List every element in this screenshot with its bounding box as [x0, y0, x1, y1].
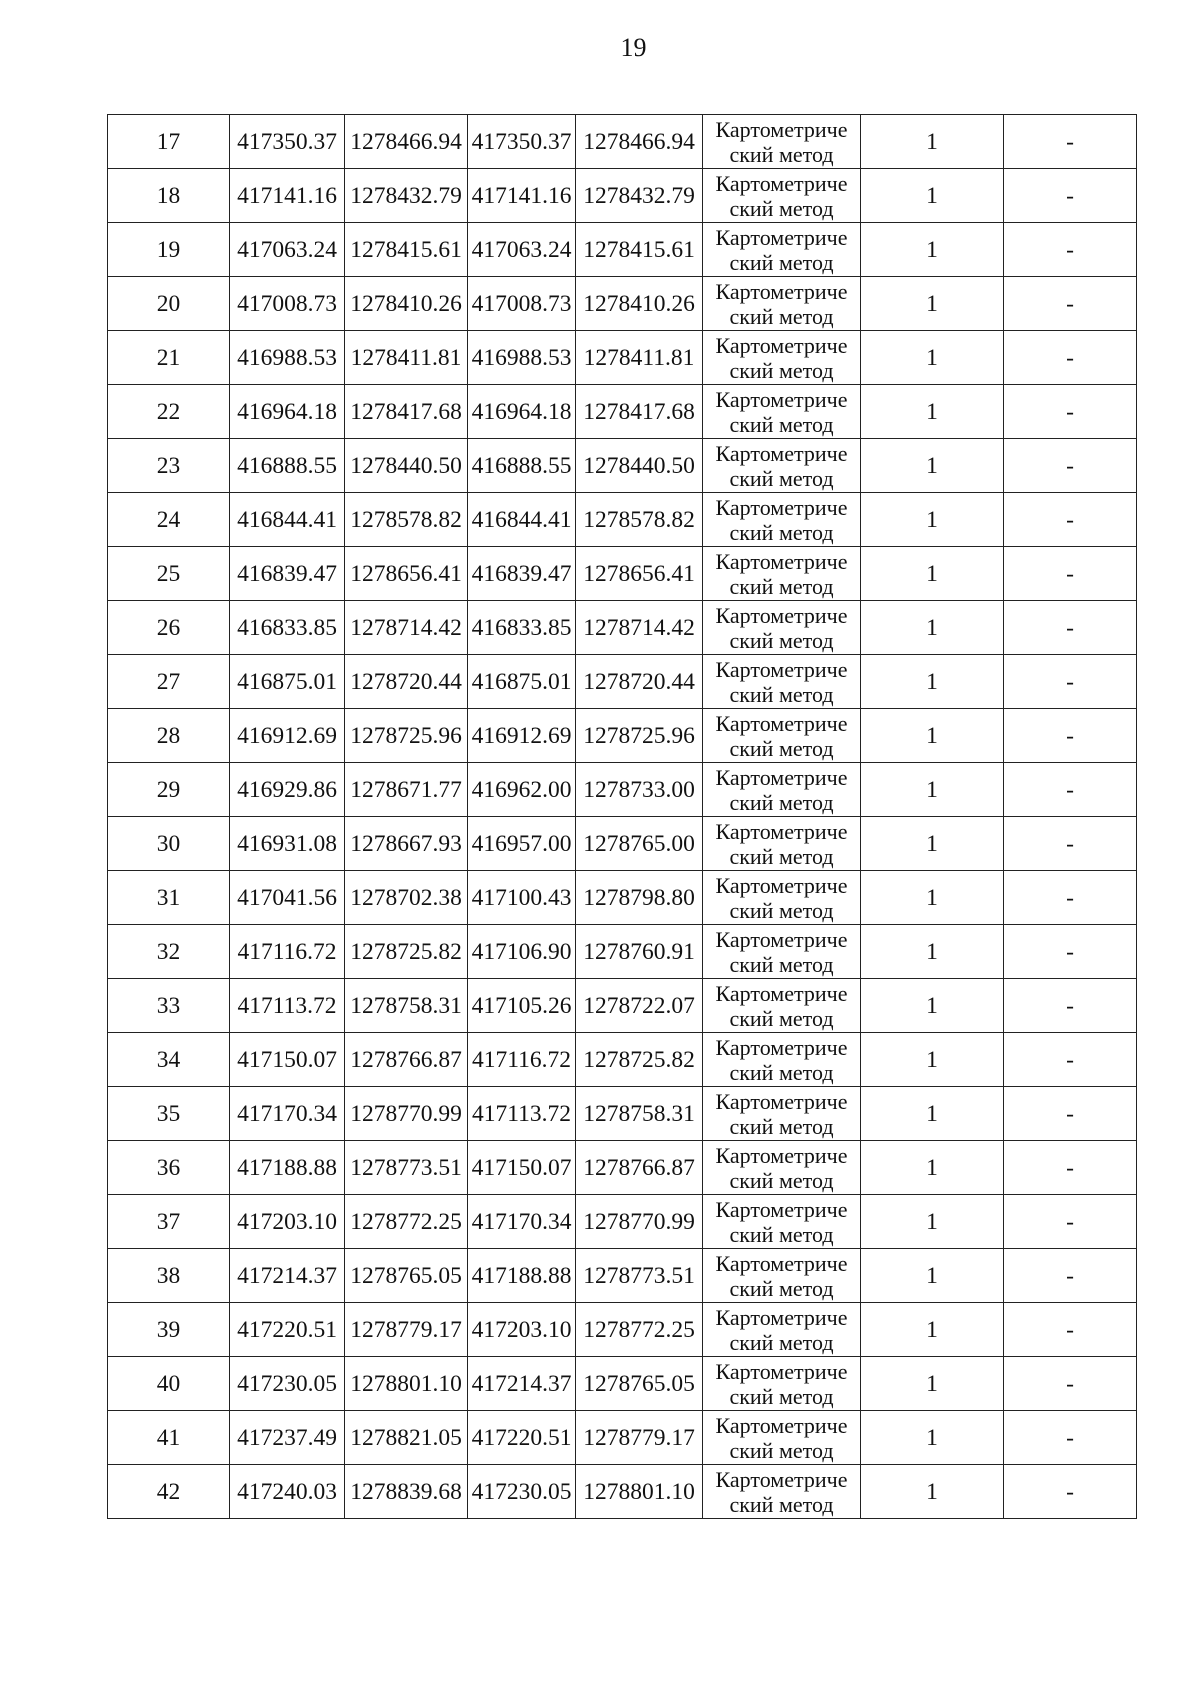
y-coord-refined-cell: 1278760.91	[576, 925, 703, 979]
y-coord-refined-cell: 1278758.31	[576, 1087, 703, 1141]
x-coord-existing-cell: 417230.05	[230, 1357, 345, 1411]
table-row	[108, 979, 1137, 1033]
y-coord-existing-cell: 1278578.82	[345, 493, 468, 547]
table-row	[108, 223, 1137, 277]
x-coord-existing-cell: 417008.73	[230, 277, 345, 331]
x-coord-refined-cell: 417350.37	[468, 115, 576, 169]
point-number-cell: 21	[108, 331, 230, 385]
x-coord-refined-cell: 416844.41	[468, 493, 576, 547]
note-cell: -	[1004, 277, 1137, 331]
y-coord-refined-cell: 1278801.10	[576, 1465, 703, 1519]
point-number-cell: 25	[108, 547, 230, 601]
y-coord-refined-cell: 1278714.42	[576, 601, 703, 655]
table-row	[108, 601, 1137, 655]
table-row	[108, 385, 1137, 439]
method-cell	[703, 871, 861, 925]
table-row	[108, 1033, 1137, 1087]
note-cell: -	[1004, 709, 1137, 763]
y-coord-existing-cell: 1278821.05	[345, 1411, 468, 1465]
method-cell	[703, 385, 861, 439]
note-cell: -	[1004, 493, 1137, 547]
x-coord-existing-cell: 417188.88	[230, 1141, 345, 1195]
point-number-cell: 34	[108, 1033, 230, 1087]
accuracy-cell: 1	[861, 385, 1004, 439]
y-coord-refined-cell: 1278656.41	[576, 547, 703, 601]
table-row	[108, 115, 1137, 169]
note-cell: -	[1004, 223, 1137, 277]
accuracy-cell: 1	[861, 925, 1004, 979]
note-cell: -	[1004, 1195, 1137, 1249]
accuracy-cell: 1	[861, 1411, 1004, 1465]
x-coord-existing-cell: 416929.86	[230, 763, 345, 817]
accuracy-cell: 1	[861, 1465, 1004, 1519]
note-cell: -	[1004, 547, 1137, 601]
method-cell	[703, 1411, 861, 1465]
point-number-cell: 40	[108, 1357, 230, 1411]
note-cell: -	[1004, 1249, 1137, 1303]
x-coord-refined-cell: 417141.16	[468, 169, 576, 223]
method-text-line-2: ский метод	[729, 465, 834, 491]
accuracy-cell: 1	[861, 601, 1004, 655]
table-row	[108, 1465, 1137, 1519]
y-coord-existing-cell: 1278725.96	[345, 709, 468, 763]
y-coord-refined-cell: 1278578.82	[576, 493, 703, 547]
x-coord-existing-cell: 417220.51	[230, 1303, 345, 1357]
x-coord-refined-cell: 417008.73	[468, 277, 576, 331]
point-number-cell: 23	[108, 439, 230, 493]
table-row	[108, 1249, 1137, 1303]
note-cell: -	[1004, 1465, 1137, 1519]
y-coord-existing-cell: 1278417.68	[345, 385, 468, 439]
method-text-line-2: ский метод	[729, 195, 834, 221]
x-coord-existing-cell: 416833.85	[230, 601, 345, 655]
method-text-line-1: Картометриче	[715, 386, 848, 412]
note-cell: -	[1004, 1087, 1137, 1141]
point-number-cell: 26	[108, 601, 230, 655]
accuracy-cell: 1	[861, 655, 1004, 709]
accuracy-cell: 1	[861, 439, 1004, 493]
x-coord-existing-cell: 416931.08	[230, 817, 345, 871]
method-text-line-2: ский метод	[729, 357, 834, 383]
method-text-line-1: Картометриче	[715, 440, 848, 466]
y-coord-existing-cell: 1278765.05	[345, 1249, 468, 1303]
method-text-line-1: Картометриче	[715, 1142, 848, 1168]
x-coord-refined-cell: 417203.10	[468, 1303, 576, 1357]
accuracy-cell: 1	[861, 547, 1004, 601]
point-number-cell: 42	[108, 1465, 230, 1519]
x-coord-existing-cell: 416912.69	[230, 709, 345, 763]
x-coord-refined-cell: 417116.72	[468, 1033, 576, 1087]
method-text-line-1: Картометриче	[715, 1466, 848, 1492]
method-text-line-1: Картометриче	[715, 1358, 848, 1384]
table-row	[108, 709, 1137, 763]
table-row	[108, 763, 1137, 817]
method-cell	[703, 169, 861, 223]
x-coord-existing-cell: 416888.55	[230, 439, 345, 493]
y-coord-refined-cell: 1278725.82	[576, 1033, 703, 1087]
x-coord-existing-cell: 416839.47	[230, 547, 345, 601]
method-text-line-1: Картометриче	[715, 224, 848, 250]
x-coord-refined-cell: 416988.53	[468, 331, 576, 385]
method-cell	[703, 439, 861, 493]
method-cell	[703, 115, 861, 169]
x-coord-existing-cell: 417150.07	[230, 1033, 345, 1087]
y-coord-refined-cell: 1278725.96	[576, 709, 703, 763]
accuracy-cell: 1	[861, 493, 1004, 547]
x-coord-existing-cell: 417170.34	[230, 1087, 345, 1141]
x-coord-refined-cell: 417214.37	[468, 1357, 576, 1411]
method-cell	[703, 817, 861, 871]
table-row	[108, 1303, 1137, 1357]
x-coord-refined-cell: 416888.55	[468, 439, 576, 493]
x-coord-existing-cell: 417240.03	[230, 1465, 345, 1519]
y-coord-existing-cell: 1278801.10	[345, 1357, 468, 1411]
point-number-cell: 24	[108, 493, 230, 547]
x-coord-existing-cell: 416964.18	[230, 385, 345, 439]
y-coord-existing-cell: 1278839.68	[345, 1465, 468, 1519]
y-coord-existing-cell: 1278770.99	[345, 1087, 468, 1141]
method-text-line-1: Картометриче	[715, 656, 848, 682]
coordinates-table	[107, 114, 1137, 1519]
note-cell: -	[1004, 385, 1137, 439]
method-text-line-1: Картометриче	[715, 494, 848, 520]
method-text-line-1: Картометриче	[715, 872, 848, 898]
page-number: 19	[620, 33, 647, 62]
method-text-line-1: Картометриче	[715, 1088, 848, 1114]
accuracy-cell: 1	[861, 1033, 1004, 1087]
y-coord-refined-cell: 1278798.80	[576, 871, 703, 925]
method-text-line-1: Картометриче	[715, 116, 848, 142]
method-text-line-1: Картометриче	[715, 980, 848, 1006]
x-coord-existing-cell: 417203.10	[230, 1195, 345, 1249]
point-number-cell: 19	[108, 223, 230, 277]
table-row	[108, 817, 1137, 871]
x-coord-existing-cell: 417350.37	[230, 115, 345, 169]
method-cell	[703, 547, 861, 601]
accuracy-cell: 1	[861, 1141, 1004, 1195]
accuracy-cell: 1	[861, 223, 1004, 277]
x-coord-refined-cell: 417100.43	[468, 871, 576, 925]
method-cell	[703, 1249, 861, 1303]
point-number-cell: 29	[108, 763, 230, 817]
method-cell	[703, 925, 861, 979]
method-text-line-2: ский метод	[729, 627, 834, 653]
x-coord-refined-cell: 416962.00	[468, 763, 576, 817]
y-coord-existing-cell: 1278725.82	[345, 925, 468, 979]
x-coord-refined-cell: 417188.88	[468, 1249, 576, 1303]
method-text-line-2: ский метод	[729, 519, 834, 545]
point-number-cell: 31	[108, 871, 230, 925]
method-text-line-1: Картометриче	[715, 548, 848, 574]
accuracy-cell: 1	[861, 817, 1004, 871]
x-coord-refined-cell: 417220.51	[468, 1411, 576, 1465]
x-coord-existing-cell: 417063.24	[230, 223, 345, 277]
method-cell	[703, 1195, 861, 1249]
point-number-cell: 33	[108, 979, 230, 1033]
method-text-line-2: ский метод	[729, 1059, 834, 1085]
y-coord-existing-cell: 1278667.93	[345, 817, 468, 871]
y-coord-existing-cell: 1278410.26	[345, 277, 468, 331]
table-row	[108, 1195, 1137, 1249]
note-cell: -	[1004, 979, 1137, 1033]
point-number-cell: 35	[108, 1087, 230, 1141]
note-cell: -	[1004, 439, 1137, 493]
x-coord-existing-cell: 417237.49	[230, 1411, 345, 1465]
table-row	[108, 1087, 1137, 1141]
method-text-line-2: ский метод	[729, 735, 834, 761]
method-text-line-1: Картометриче	[715, 1034, 848, 1060]
note-cell: -	[1004, 169, 1137, 223]
note-cell: -	[1004, 763, 1137, 817]
point-number-cell: 27	[108, 655, 230, 709]
method-text-line-1: Картометриче	[715, 818, 848, 844]
method-cell	[703, 709, 861, 763]
table-row	[108, 1357, 1137, 1411]
x-coord-refined-cell: 416912.69	[468, 709, 576, 763]
x-coord-refined-cell: 417106.90	[468, 925, 576, 979]
table-row	[108, 1141, 1137, 1195]
y-coord-existing-cell: 1278440.50	[345, 439, 468, 493]
y-coord-refined-cell: 1278765.05	[576, 1357, 703, 1411]
x-coord-refined-cell: 416964.18	[468, 385, 576, 439]
method-text-line-2: ский метод	[729, 843, 834, 869]
x-coord-refined-cell: 416875.01	[468, 655, 576, 709]
accuracy-cell: 1	[861, 709, 1004, 763]
y-coord-refined-cell: 1278722.07	[576, 979, 703, 1033]
method-text-line-1: Картометриче	[715, 1196, 848, 1222]
method-text-line-2: ский метод	[729, 1437, 834, 1463]
method-text-line-1: Картометриче	[715, 1304, 848, 1330]
point-number-cell: 39	[108, 1303, 230, 1357]
y-coord-existing-cell: 1278415.61	[345, 223, 468, 277]
accuracy-cell: 1	[861, 331, 1004, 385]
note-cell: -	[1004, 817, 1137, 871]
accuracy-cell: 1	[861, 277, 1004, 331]
note-cell: -	[1004, 655, 1137, 709]
method-text-line-2: ский метод	[729, 1383, 834, 1409]
accuracy-cell: 1	[861, 115, 1004, 169]
method-cell	[703, 979, 861, 1033]
point-number-cell: 36	[108, 1141, 230, 1195]
method-cell	[703, 655, 861, 709]
x-coord-existing-cell: 417214.37	[230, 1249, 345, 1303]
y-coord-existing-cell: 1278656.41	[345, 547, 468, 601]
x-coord-existing-cell: 416875.01	[230, 655, 345, 709]
note-cell: -	[1004, 115, 1137, 169]
x-coord-refined-cell: 417063.24	[468, 223, 576, 277]
y-coord-refined-cell: 1278733.00	[576, 763, 703, 817]
method-cell	[703, 1465, 861, 1519]
accuracy-cell: 1	[861, 1357, 1004, 1411]
method-text-line-1: Картометриче	[715, 1412, 848, 1438]
method-text-line-1: Картометриче	[715, 602, 848, 628]
method-text-line-2: ский метод	[729, 951, 834, 977]
y-coord-existing-cell: 1278779.17	[345, 1303, 468, 1357]
y-coord-existing-cell: 1278773.51	[345, 1141, 468, 1195]
method-text-line-2: ский метод	[729, 1005, 834, 1031]
point-number-cell: 37	[108, 1195, 230, 1249]
y-coord-existing-cell: 1278466.94	[345, 115, 468, 169]
method-text-line-2: ский метод	[729, 573, 834, 599]
y-coord-refined-cell: 1278772.25	[576, 1303, 703, 1357]
x-coord-refined-cell: 417150.07	[468, 1141, 576, 1195]
y-coord-existing-cell: 1278671.77	[345, 763, 468, 817]
table-body	[108, 115, 1137, 1519]
y-coord-existing-cell: 1278411.81	[345, 331, 468, 385]
note-cell: -	[1004, 331, 1137, 385]
table-row	[108, 871, 1137, 925]
y-coord-existing-cell: 1278766.87	[345, 1033, 468, 1087]
accuracy-cell: 1	[861, 871, 1004, 925]
table-row	[108, 439, 1137, 493]
method-text-line-1: Картометриче	[715, 764, 848, 790]
y-coord-existing-cell: 1278432.79	[345, 169, 468, 223]
method-text-line-2: ский метод	[729, 1221, 834, 1247]
x-coord-existing-cell: 417116.72	[230, 925, 345, 979]
accuracy-cell: 1	[861, 979, 1004, 1033]
note-cell: -	[1004, 1357, 1137, 1411]
y-coord-existing-cell: 1278702.38	[345, 871, 468, 925]
x-coord-refined-cell: 416833.85	[468, 601, 576, 655]
table-row	[108, 925, 1137, 979]
accuracy-cell: 1	[861, 1195, 1004, 1249]
method-text-line-1: Картометриче	[715, 278, 848, 304]
method-text-line-2: ский метод	[729, 1275, 834, 1301]
y-coord-refined-cell: 1278466.94	[576, 115, 703, 169]
y-coord-refined-cell: 1278440.50	[576, 439, 703, 493]
method-text-line-1: Картометриче	[715, 710, 848, 736]
x-coord-refined-cell: 416957.00	[468, 817, 576, 871]
method-cell	[703, 1033, 861, 1087]
method-text-line-2: ский метод	[729, 411, 834, 437]
method-text-line-1: Картометриче	[715, 332, 848, 358]
point-number-cell: 20	[108, 277, 230, 331]
point-number-cell: 28	[108, 709, 230, 763]
y-coord-refined-cell: 1278765.00	[576, 817, 703, 871]
x-coord-refined-cell: 417230.05	[468, 1465, 576, 1519]
note-cell: -	[1004, 1141, 1137, 1195]
note-cell: -	[1004, 1303, 1137, 1357]
y-coord-refined-cell: 1278766.87	[576, 1141, 703, 1195]
method-text-line-1: Картометриче	[715, 170, 848, 196]
x-coord-refined-cell: 417170.34	[468, 1195, 576, 1249]
y-coord-refined-cell: 1278415.61	[576, 223, 703, 277]
method-cell	[703, 1303, 861, 1357]
y-coord-refined-cell: 1278770.99	[576, 1195, 703, 1249]
method-text-line-2: ский метод	[729, 1113, 834, 1139]
y-coord-refined-cell: 1278720.44	[576, 655, 703, 709]
y-coord-existing-cell: 1278758.31	[345, 979, 468, 1033]
point-number-cell: 18	[108, 169, 230, 223]
method-text-line-2: ский метод	[729, 1329, 834, 1355]
y-coord-refined-cell: 1278432.79	[576, 169, 703, 223]
x-coord-refined-cell: 417105.26	[468, 979, 576, 1033]
point-number-cell: 41	[108, 1411, 230, 1465]
x-coord-existing-cell: 417141.16	[230, 169, 345, 223]
method-text-line-1: Картометриче	[715, 1250, 848, 1276]
y-coord-refined-cell: 1278417.68	[576, 385, 703, 439]
x-coord-existing-cell: 417113.72	[230, 979, 345, 1033]
method-cell	[703, 601, 861, 655]
method-text-line-2: ский метод	[729, 789, 834, 815]
method-text-line-2: ский метод	[729, 1491, 834, 1517]
method-cell	[703, 1087, 861, 1141]
table-row	[108, 655, 1137, 709]
method-cell	[703, 277, 861, 331]
method-cell	[703, 1141, 861, 1195]
method-cell	[703, 223, 861, 277]
point-number-cell: 22	[108, 385, 230, 439]
accuracy-cell: 1	[861, 169, 1004, 223]
x-coord-existing-cell: 417041.56	[230, 871, 345, 925]
x-coord-refined-cell: 417113.72	[468, 1087, 576, 1141]
table-row	[108, 493, 1137, 547]
note-cell: -	[1004, 1411, 1137, 1465]
table-row	[108, 277, 1137, 331]
note-cell: -	[1004, 601, 1137, 655]
y-coord-refined-cell: 1278779.17	[576, 1411, 703, 1465]
y-coord-refined-cell: 1278773.51	[576, 1249, 703, 1303]
method-text-line-2: ский метод	[729, 141, 834, 167]
method-cell	[703, 1357, 861, 1411]
method-text-line-2: ский метод	[729, 681, 834, 707]
y-coord-refined-cell: 1278410.26	[576, 277, 703, 331]
y-coord-existing-cell: 1278714.42	[345, 601, 468, 655]
y-coord-existing-cell: 1278720.44	[345, 655, 468, 709]
method-cell	[703, 763, 861, 817]
method-text-line-2: ский метод	[729, 1167, 834, 1193]
table-row	[108, 169, 1137, 223]
y-coord-refined-cell: 1278411.81	[576, 331, 703, 385]
accuracy-cell: 1	[861, 1087, 1004, 1141]
point-number-cell: 30	[108, 817, 230, 871]
point-number-cell: 38	[108, 1249, 230, 1303]
note-cell: -	[1004, 925, 1137, 979]
method-cell	[703, 493, 861, 547]
note-cell: -	[1004, 871, 1137, 925]
method-cell	[703, 331, 861, 385]
accuracy-cell: 1	[861, 763, 1004, 817]
method-text-line-2: ский метод	[729, 303, 834, 329]
table-row	[108, 331, 1137, 385]
x-coord-existing-cell: 416844.41	[230, 493, 345, 547]
method-text-line-1: Картометриче	[715, 926, 848, 952]
point-number-cell: 32	[108, 925, 230, 979]
table-row	[108, 1411, 1137, 1465]
method-text-line-2: ский метод	[729, 249, 834, 275]
accuracy-cell: 1	[861, 1303, 1004, 1357]
point-number-cell: 17	[108, 115, 230, 169]
note-cell: -	[1004, 1033, 1137, 1087]
table-row	[108, 547, 1137, 601]
x-coord-refined-cell: 416839.47	[468, 547, 576, 601]
method-text-line-2: ский метод	[729, 897, 834, 923]
accuracy-cell: 1	[861, 1249, 1004, 1303]
x-coord-existing-cell: 416988.53	[230, 331, 345, 385]
y-coord-existing-cell: 1278772.25	[345, 1195, 468, 1249]
